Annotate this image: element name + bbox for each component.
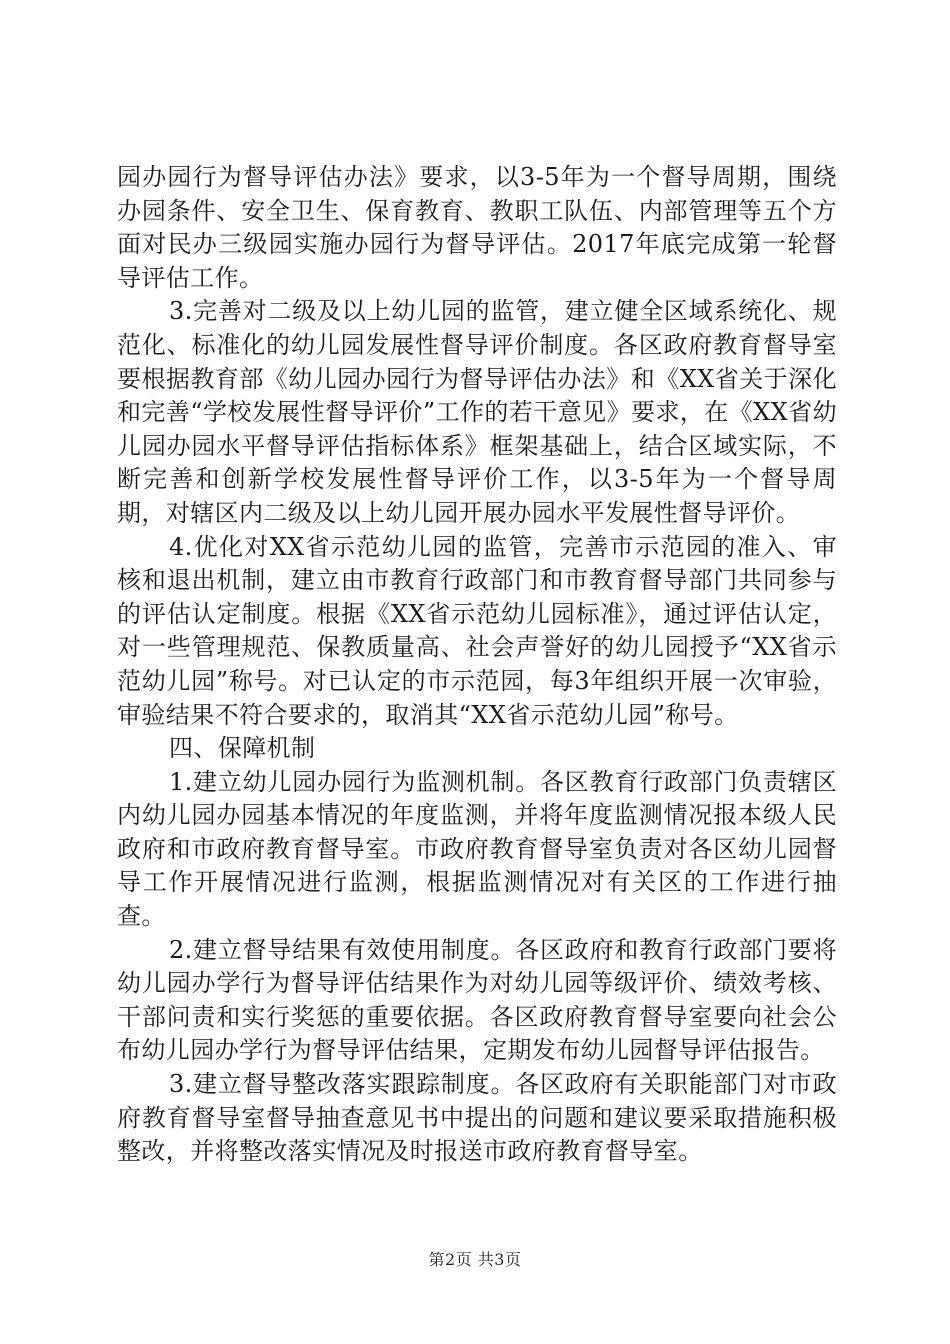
paragraph-5: 2.建立督导结果有效使用制度。各区政府和教育行政部门要将幼儿园办学行为督导评估结果作为对幼儿园等级评价、绩效考核、干部问责和实行奖惩的重要依据。各区政府教育督导室要向社会公布幼儿园办学行为督导评估结果，定期发布幼儿园督导评估报告。 [117,935,837,1065]
paragraph-3: 4.优化对XX省示范幼儿园的监管，完善市示范园的准入、审核和退出机制，建立由市教育行政部门和市教育督导部门共同参与的评估认定制度。根据《XX省示范幼儿园标准》，通过评估认定，对一些管理规范、保教质量高、社会声誉好的幼儿园授予“XX省示范幼儿园”称号。对已认定的市示范园，每3年组织开展一次审验，审验结果不符合要求的，取消其“XX省示范幼儿园”称号。 [117,532,837,729]
document-body [117,161,837,1169]
paragraph-6: 3.建立督导整改落实跟踪制度。各区政府有关职能部门对市政府教育督导室督导抽查意见书中提出的问题和建议要采取措施积极整改，并将整改落实情况及时报送市政府教育督导室。 [117,1070,837,1166]
paragraph-2: 3.完善对二级及以上幼儿园的监管，建立健全区域系统化、规范化、标准化的幼儿园发展性督导评价制度。各区政府教育督导室要根据教育部《幼儿园办园行为督导评估办法》和《XX省关于深化和完善“学校发展性督导评价”工作的若干意见》要求，在《XX省幼儿园办园水平督导评估指标体系》框架基础上，结合区域实际，不断完善和创新学校发展性督导评价工作，以3-5年为一个督导周期，对辖区内二级及以上幼儿园开展办园水平发展性督导评价。 [117,297,837,527]
section-heading: 四、保障机制 [169,734,316,763]
page-number-footer: 第2页 共3页 [428,1250,522,1269]
paragraph-4: 1.建立幼儿园办园行为监测机制。各区教育行政部门负责辖区内幼儿园办园基本情况的年度监测，并将年度监测情况报本级人民政府和市政府教育督导室。市政府教育督导室负责对各区幼儿园督导工作开展情况进行监测，根据监测情况对有关区的工作进行抽查。 [117,767,837,931]
paragraph-1: 园办园行为督导评估办法》要求，以3-5年为一个督导周期，围绕办园条件、安全卫生、保育教育、教职工队伍、内部管理等五个方面对民办三级园实施办园行为督导评估。2017年底完成第一轮督导评估工作。 [117,163,837,292]
